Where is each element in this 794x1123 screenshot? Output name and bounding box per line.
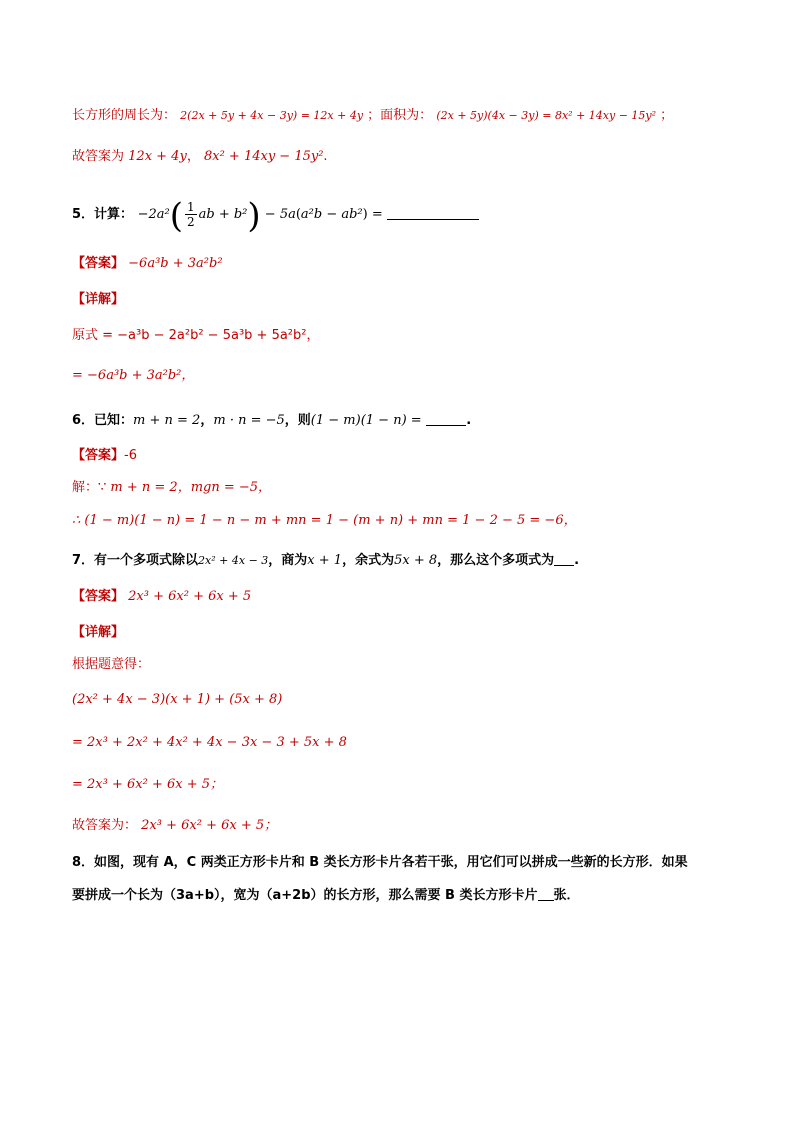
q6-stem-g: . <box>466 413 472 428</box>
q7-step-2: = 2x³ + 2x² + 4x² + 4x − 3x − 3 + 5x + 8 <box>72 735 347 750</box>
q6-solution-given: m + n = 2，mgn = −5， <box>110 480 272 495</box>
q7-answer-value: 2x³ + 6x² + 6x + 5 <box>128 589 252 604</box>
question-8-line-2 <box>72 886 580 906</box>
q6-stem-d: m · n = −5 <box>213 413 285 428</box>
q6-answer-tag: 【答案】 <box>72 448 125 463</box>
q7-stem-h: . <box>574 553 580 568</box>
q7-final-value: 2x³ + 6x² + 6x + 5； <box>141 818 278 833</box>
q5-term-d: a²b − ab² <box>300 207 363 222</box>
line-end-punct: ； <box>660 108 674 123</box>
question-7 <box>72 551 579 571</box>
q7-final-label: 故答案为： <box>72 818 138 833</box>
q6-stem-b: m + n = 2 <box>133 413 201 428</box>
q7-detail-tag: 【详解】 <box>72 625 125 640</box>
q6-answer-line <box>72 446 137 466</box>
q7-answer-blank <box>554 552 574 566</box>
q6-solution-line-1 <box>72 478 271 498</box>
q7-stem-g: ，那么这个多项式为 <box>437 553 555 568</box>
area-expression: (2x + 5y)(4x − 3y) = 8x² + 14xy − 15y² <box>436 109 657 122</box>
q5-fraction-numerator: 1 <box>186 200 195 214</box>
q5-answer-value: −6a³b + 3a²b² <box>128 256 223 271</box>
q7-step-3: = 2x³ + 6x² + 6x + 5； <box>72 777 223 792</box>
q5-fraction <box>185 200 197 229</box>
q5-answer-tag: 【答案】 <box>72 256 125 271</box>
final-answer-value-a: 12x + 4y <box>128 149 187 164</box>
q7-stem-e: ，余式为 <box>342 553 395 568</box>
final-answer-end: . <box>323 149 328 164</box>
q5-fraction-denominator: 2 <box>186 215 195 229</box>
q5-answer-line <box>72 254 223 274</box>
q7-divisor: 2x² + 4x − 3 <box>198 554 269 567</box>
q5-answer-blank <box>387 206 479 220</box>
q8-answer-blank <box>538 887 554 901</box>
q5-step-2: = −6a³b + 3a²b²， <box>72 368 195 383</box>
question-8-line-1: 8．如图，现有 A，C 两类正方形卡片和 B 类长方形卡片各若干张，用它们可以拼成一些新的长方形．如果 <box>72 855 688 870</box>
q6-stem-e: ，则 <box>284 413 311 428</box>
q6-solution-label: 解：∵ <box>72 480 107 495</box>
q5-step-1: 原式 = −a³b − 2a²b² − 5a³b + 5a²b²， <box>72 328 320 343</box>
final-answer-value-b: 8x² + 14xy − 15y² <box>203 149 324 164</box>
q6-answer-value: -6 <box>124 448 137 463</box>
q5-term-a: −2a² <box>137 207 170 222</box>
q5-term-c: − 5a <box>260 207 296 222</box>
final-answer-sep: ， <box>186 149 200 164</box>
q5-detail-tag: 【详解】 <box>72 292 125 307</box>
final-answer-label: 故答案为 <box>72 149 125 164</box>
prev-answer-line-1 <box>72 106 673 126</box>
area-label: ；面积为： <box>367 108 433 123</box>
q6-stem-c: ， <box>200 413 214 428</box>
prev-answer-line-2 <box>72 147 328 167</box>
q7-stem-c: ，商为 <box>268 553 308 568</box>
q7-remainder: 5x + 8 <box>394 553 438 568</box>
q5-equals: = <box>367 207 383 222</box>
perimeter-expression: 2(2x + 5y + 4x − 3y) = 12x + 4y <box>180 109 364 122</box>
question-5: 5．计算： −2a²( $\frac{1}{2}$ ab + b²) − 5a(a²b − ab²) = <box>72 200 479 229</box>
q6-solution-line-2: ∴ (1 − m)(1 − n) = 1 − n − m + mn = 1 − (m + n) + mn = 1 − 2 − 5 = −6， <box>72 513 577 528</box>
question-5-number: 5．计算： <box>72 207 134 222</box>
q8-line-2-end: 张． <box>553 888 580 903</box>
q7-quotient: x + 1 <box>307 553 343 568</box>
q6-stem-a: 6．已知： <box>72 413 134 428</box>
q8-line-2-text: 要拼成一个长为（3a+b），宽为（a+2b）的长方形，那么需要 B 类长方形卡片 <box>72 888 538 903</box>
q6-answer-blank <box>426 412 466 426</box>
q7-final-line <box>72 816 277 836</box>
q7-step-0: 根据题意得： <box>72 657 151 672</box>
q7-step-1: (2x² + 4x − 3)(x + 1) + (5x + 8) <box>72 692 283 707</box>
q7-answer-line <box>72 587 251 607</box>
question-6 <box>72 411 471 431</box>
q5-term-b: ab + b² <box>198 207 248 222</box>
q7-answer-tag: 【答案】 <box>72 589 125 604</box>
perimeter-label: 长方形的周长为： <box>72 108 177 123</box>
q6-stem-f: (1 − m)(1 − n) = <box>310 413 422 428</box>
q7-stem-a: 7．有一个多项式除以 <box>72 553 199 568</box>
